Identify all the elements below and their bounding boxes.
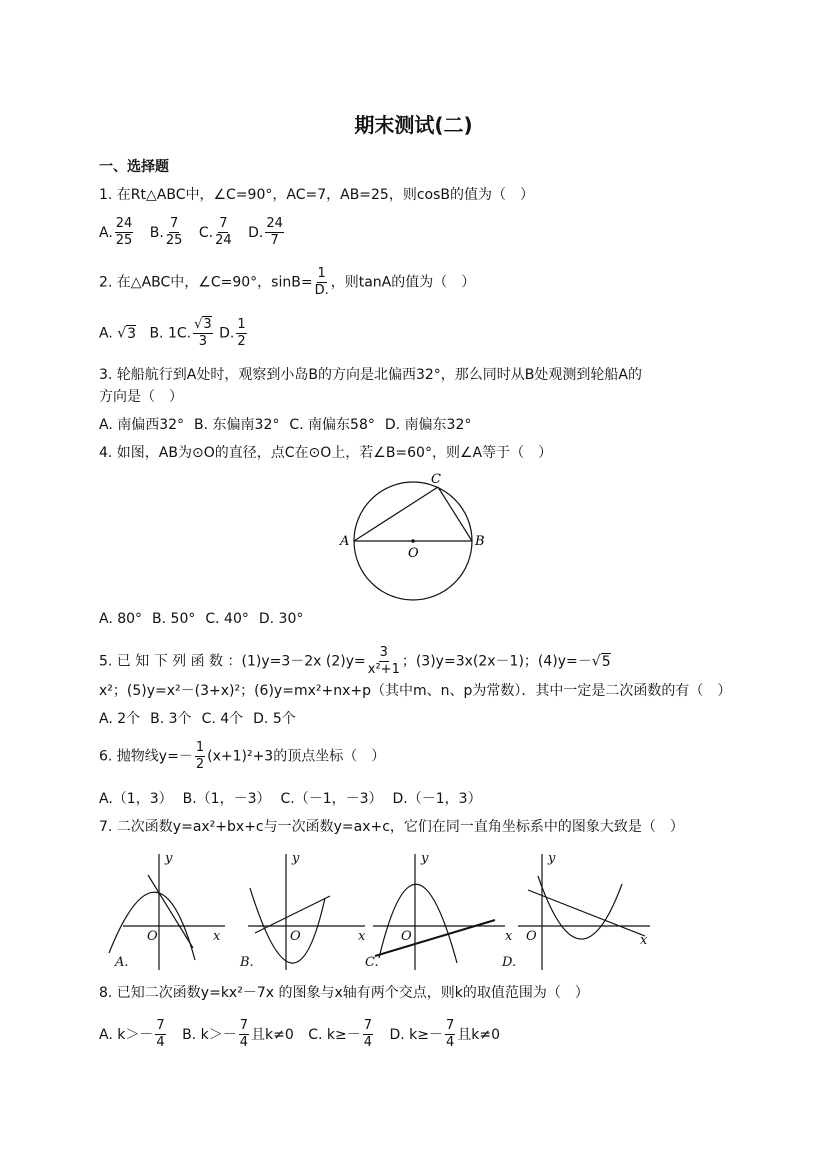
option-d: D. $\frac{24}{7}$ <box>248 216 283 248</box>
graph-b <box>239 851 366 970</box>
question-7: 7. 二次函数y=ax²+bx+c与一次函数y=ax+c，它们在同一直角坐标系中的图象大致是（ ） <box>99 819 684 835</box>
question-5-options: A. 2个 B. 3个 C. 4个 D. 5个 <box>99 711 296 727</box>
svg-text:A.: A. <box>115 955 129 970</box>
svg-text:x: x <box>358 929 366 944</box>
graph-d <box>501 851 650 970</box>
svg-text:O: O <box>290 929 301 944</box>
question-2-options: A. √3 B. 1C. $\frac{√3}{3}$ D. $\frac{1}{2}$ <box>99 317 246 349</box>
question-5-line2: x²；(5)y=x²－(3+x)²；(6)y=mx²+nx+p（其中m、n、p为常数）．其中一定是二次函数的有（ ） <box>99 683 732 699</box>
page-title: 期末测试(二) <box>354 113 473 137</box>
option-d: D. k≥－ $\frac{7}{4}$ 且k≠0 <box>389 1018 500 1050</box>
svg-text:A: A <box>340 534 350 549</box>
svg-text:D.: D. <box>502 955 517 970</box>
svg-text:y: y <box>548 851 556 866</box>
question-3-line1: 3. 轮船航行到A处时，观察到小岛B的方向是北偏西32°，那么同时从B处观测到轮船A的 <box>99 367 642 383</box>
question-1-options <box>99 216 296 249</box>
question-8: 8. 已知二次函数y=kx²－7x 的图象与x轴有两个交点，则k的取值范围为（ ） <box>99 985 589 1001</box>
svg-text:C: C <box>431 472 441 487</box>
question-3-options: A. 南偏西32° B. 东偏南32° C. 南偏东58° D. 南偏东32° <box>99 417 472 433</box>
question-5-line1: 5. 已 知 下 列 函 数 ：(1)y=3－2x (2)y= $\frac{3}{\text{x²+1}}$ ；(3)y=3x(2x－1)；(4)y=－√5 <box>99 645 611 677</box>
svg-text:C.: C. <box>365 955 379 970</box>
svg-text:O: O <box>147 929 158 944</box>
graph-a <box>109 851 225 970</box>
option-c: C. $\frac{7}{24}$ <box>198 216 232 248</box>
svg-text:x: x <box>505 929 513 944</box>
question-1: 1. 在Rt△ABC中，∠C=90°，AC=7，AB=25，则cosB的值为（ ） <box>99 187 535 203</box>
question-2: 2. 在△ABC中，∠C=90°，sinB= $\frac{1}{D.}$ ，则tanA的值为（ ） <box>99 266 476 298</box>
svg-text:O: O <box>408 546 419 561</box>
svg-text:B: B <box>475 534 485 549</box>
option-a: A. k＞－ $\frac{7}{4}$ <box>99 1018 165 1050</box>
option-b: B. k＞－ $\frac{7}{4}$ 且k≠0 <box>182 1018 294 1050</box>
option-c: C. k≥－ $\frac{7}{4}$ <box>308 1018 372 1050</box>
svg-text:B.: B. <box>240 955 254 970</box>
section-heading: 一、选择题 <box>99 159 169 175</box>
question-3-line2: 方向是（ ） <box>99 389 183 405</box>
option-a: A. $\frac{24}{25}$ <box>99 216 133 248</box>
option-b: B. $\frac{7}{25}$ <box>149 216 183 248</box>
question-8-options <box>99 1018 510 1051</box>
svg-text:y: y <box>292 851 300 866</box>
question-4-options: A. 80° B. 50° C. 40° D. 30° <box>99 611 304 627</box>
graph-c <box>365 851 513 970</box>
circle-figure <box>335 465 495 610</box>
question-6: 6. 抛物线y=－ $\frac{1}{2}$ (x+1)²+3的顶点坐标（ ） <box>99 740 386 772</box>
svg-text:O: O <box>526 929 537 944</box>
graph-options <box>95 848 695 973</box>
svg-text:O: O <box>401 929 412 944</box>
svg-text:x: x <box>213 929 221 944</box>
question-6-options: A.（1，3） B.（1，－3） C.（－1，－3） D.（－1，3） <box>99 791 482 807</box>
question-4: 4. 如图，AB为⊙O的直径，点C在⊙O上，若∠B=60°，则∠A等于（ ） <box>99 445 553 461</box>
svg-text:y: y <box>165 851 173 866</box>
svg-text:y: y <box>421 851 429 866</box>
svg-text:x: x <box>640 933 648 948</box>
